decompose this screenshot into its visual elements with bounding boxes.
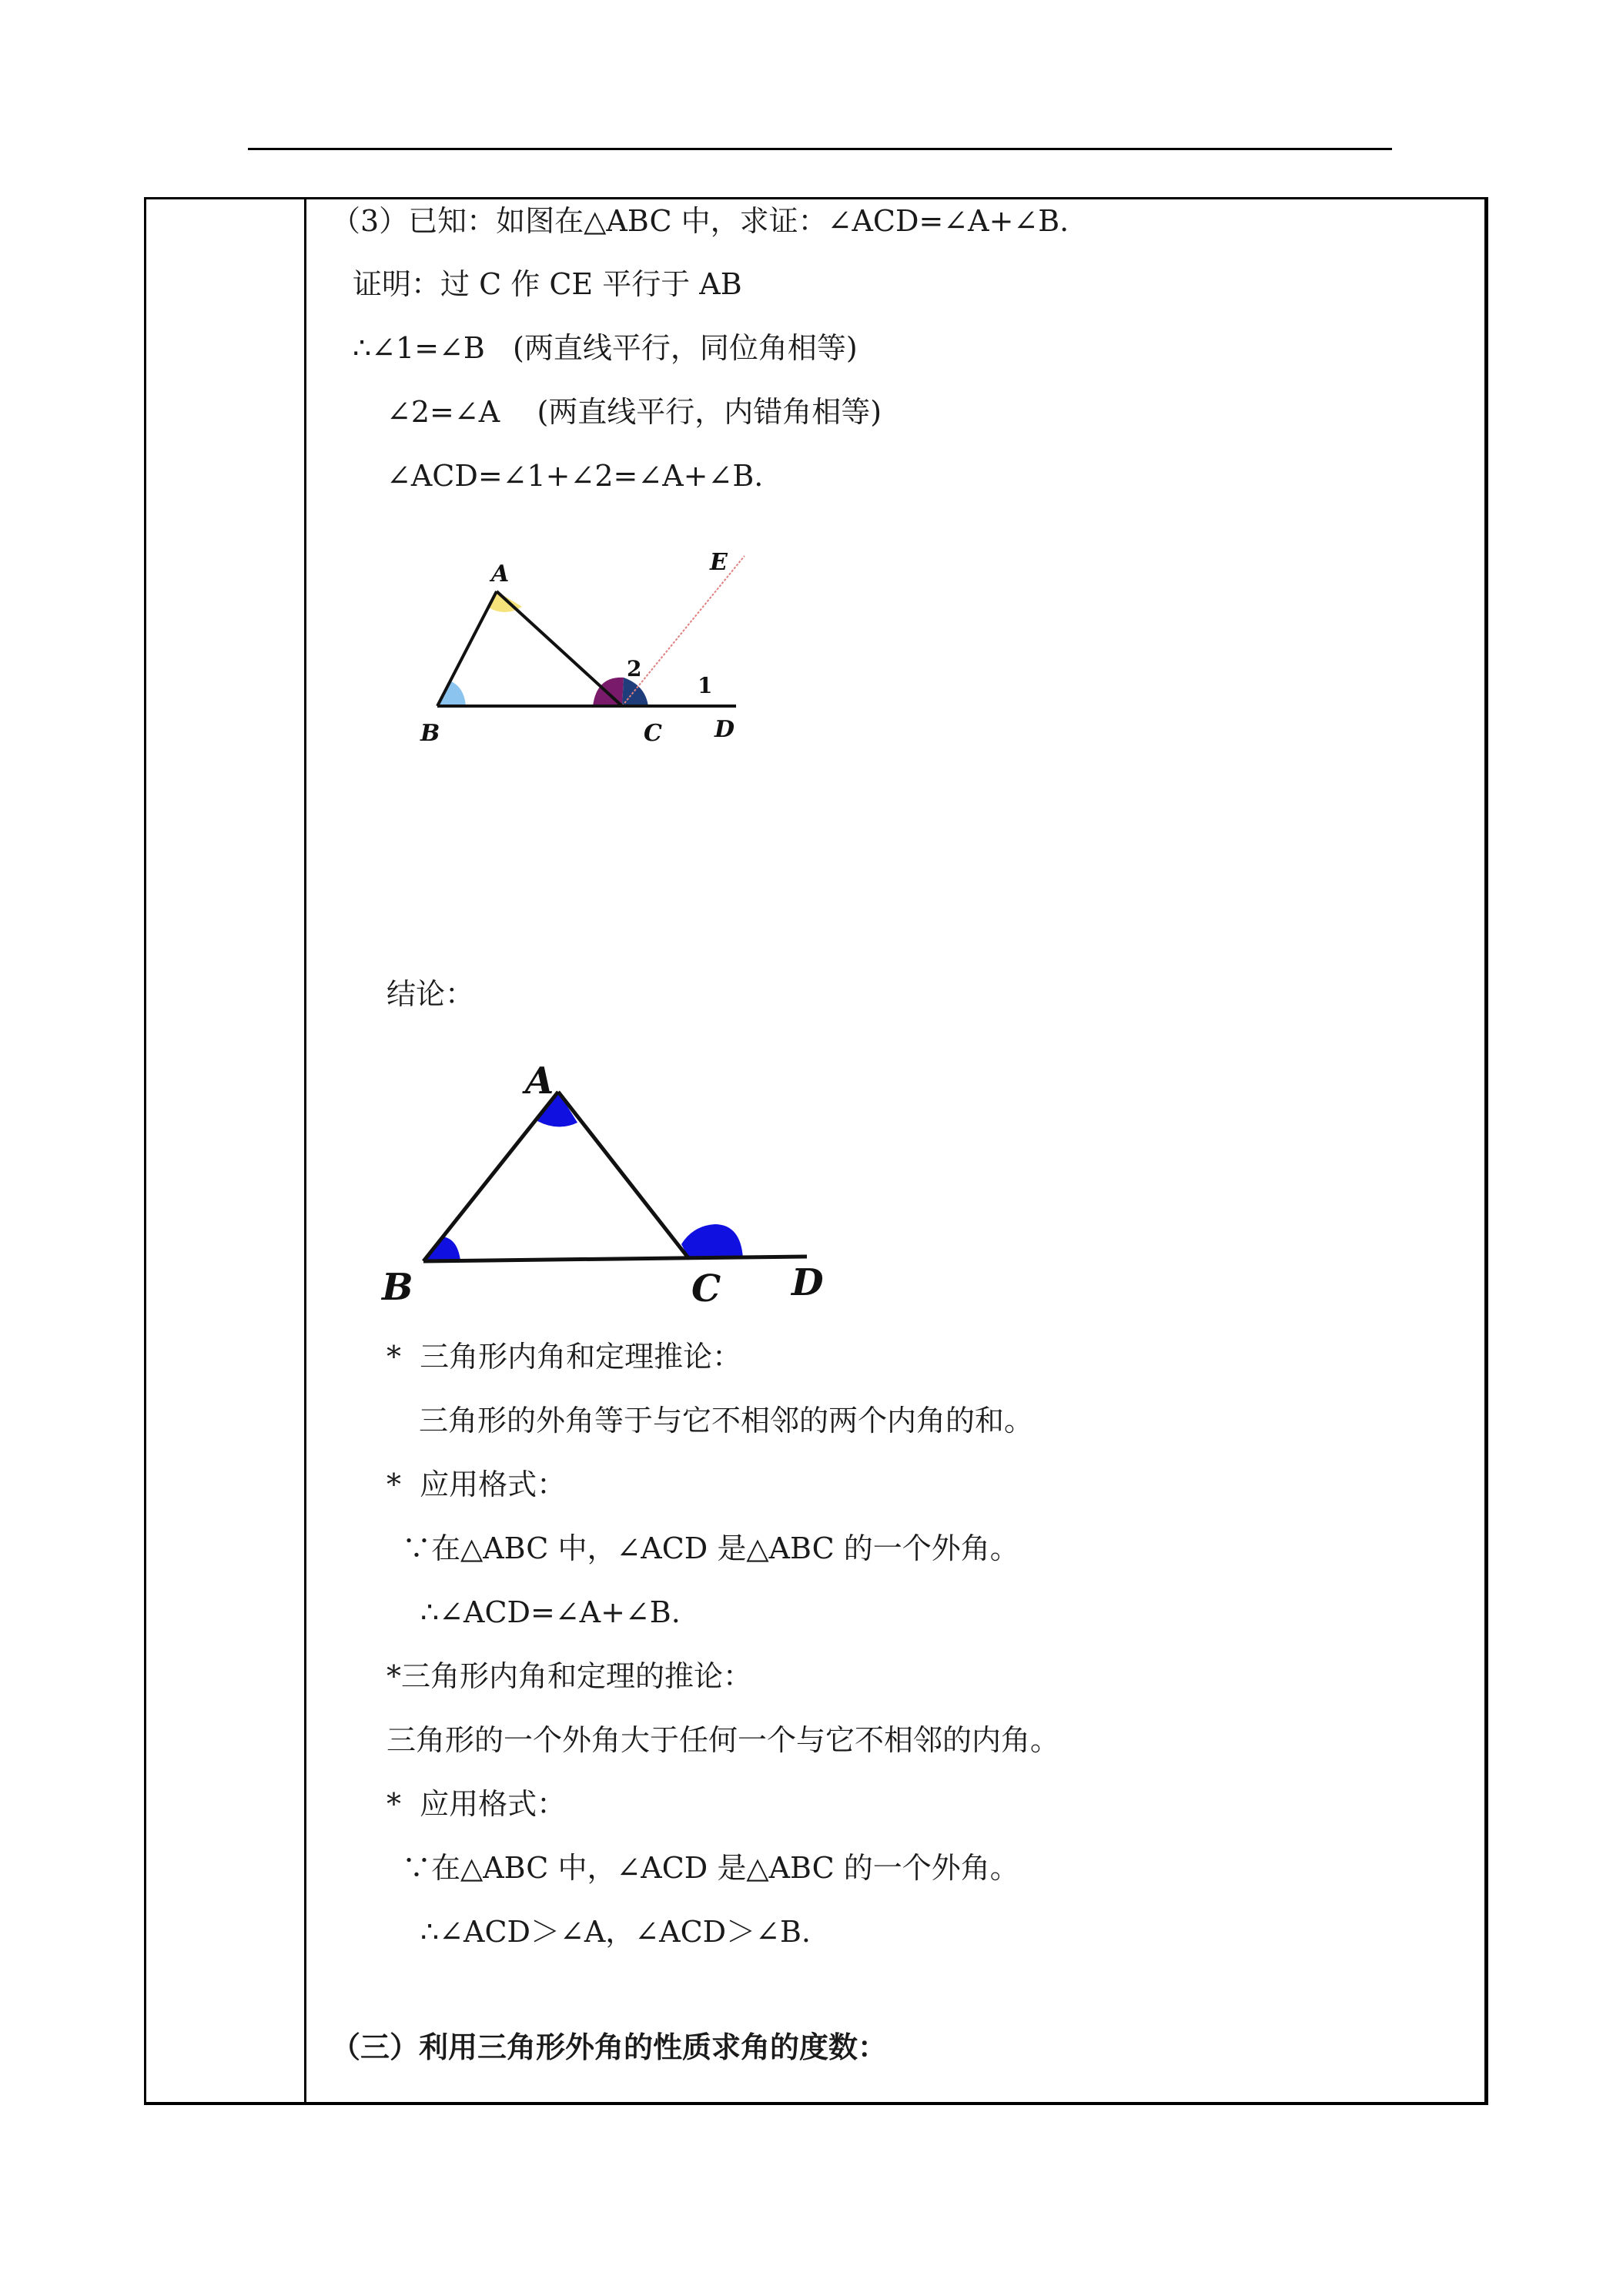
label-angle-1: 1 xyxy=(698,673,713,698)
segment-bd xyxy=(423,1257,807,1261)
corollary-2-text: 三角形的一个外角大于任何一个与它不相邻的内角。 xyxy=(387,1723,1060,1757)
label-d: D xyxy=(791,1261,824,1304)
label-b: B xyxy=(420,720,440,747)
label-a: A xyxy=(491,561,510,587)
angle-acd-marker xyxy=(681,1224,743,1259)
header-rule xyxy=(248,148,1392,150)
corollary-1-text: 三角形的外角等于与它不相邻的两个内角的和。 xyxy=(419,1404,1034,1438)
problem-statement: （3）已知：如图在△ABC 中，求证：∠ACD=∠A+∠B. xyxy=(331,204,1069,238)
application-format-2-given: ∵在△ABC 中，∠ACD 是△ABC 的一个外角。 xyxy=(402,1851,1019,1885)
label-b: B xyxy=(382,1266,413,1309)
label-angle-2: 2 xyxy=(627,656,642,681)
corollary-1-title: * 三角形内角和定理推论： xyxy=(387,1340,742,1374)
proof-step-1: 证明：过 C 作 CE 平行于 AB xyxy=(353,267,742,301)
proof-step-3: ∠2=∠A (两直线平行，内错角相等) xyxy=(387,395,882,429)
label-a: A xyxy=(525,1059,554,1103)
segment-ac xyxy=(497,591,622,706)
section-heading: （三）利用三角形外角的性质求角的度数： xyxy=(331,2030,888,2064)
line-ce xyxy=(622,556,745,706)
angle-b-marker xyxy=(437,681,466,706)
application-format-1-result: ∴∠ACD=∠A+∠B. xyxy=(420,1595,681,1629)
segment-ab xyxy=(423,1092,558,1261)
application-format-1-title: * 应用格式： xyxy=(387,1468,567,1501)
conclusion-label: 结论： xyxy=(387,977,475,1011)
label-d: D xyxy=(714,716,735,743)
figure-exterior-angle xyxy=(377,1055,839,1317)
segment-ab xyxy=(437,591,497,706)
column-divider xyxy=(304,197,306,2105)
application-format-2-result: ∴∠ACD＞∠A，∠ACD＞∠B. xyxy=(420,1915,811,1949)
corollary-2-title: *三角形内角和定理的推论： xyxy=(387,1659,753,1693)
label-c: C xyxy=(691,1267,721,1310)
proof-step-2: ∴∠1=∠B (两直线平行，同位角相等) xyxy=(353,331,858,365)
application-format-2-title: * 应用格式： xyxy=(387,1787,567,1821)
segment-ac xyxy=(558,1092,689,1259)
figure-triangle-proof xyxy=(400,539,770,755)
proof-step-4: ∠ACD=∠1+∠2=∠A+∠B. xyxy=(387,459,764,493)
label-c: C xyxy=(644,720,662,747)
application-format-1-given: ∵在△ABC 中，∠ACD 是△ABC 的一个外角。 xyxy=(402,1531,1019,1565)
label-e: E xyxy=(710,549,728,576)
